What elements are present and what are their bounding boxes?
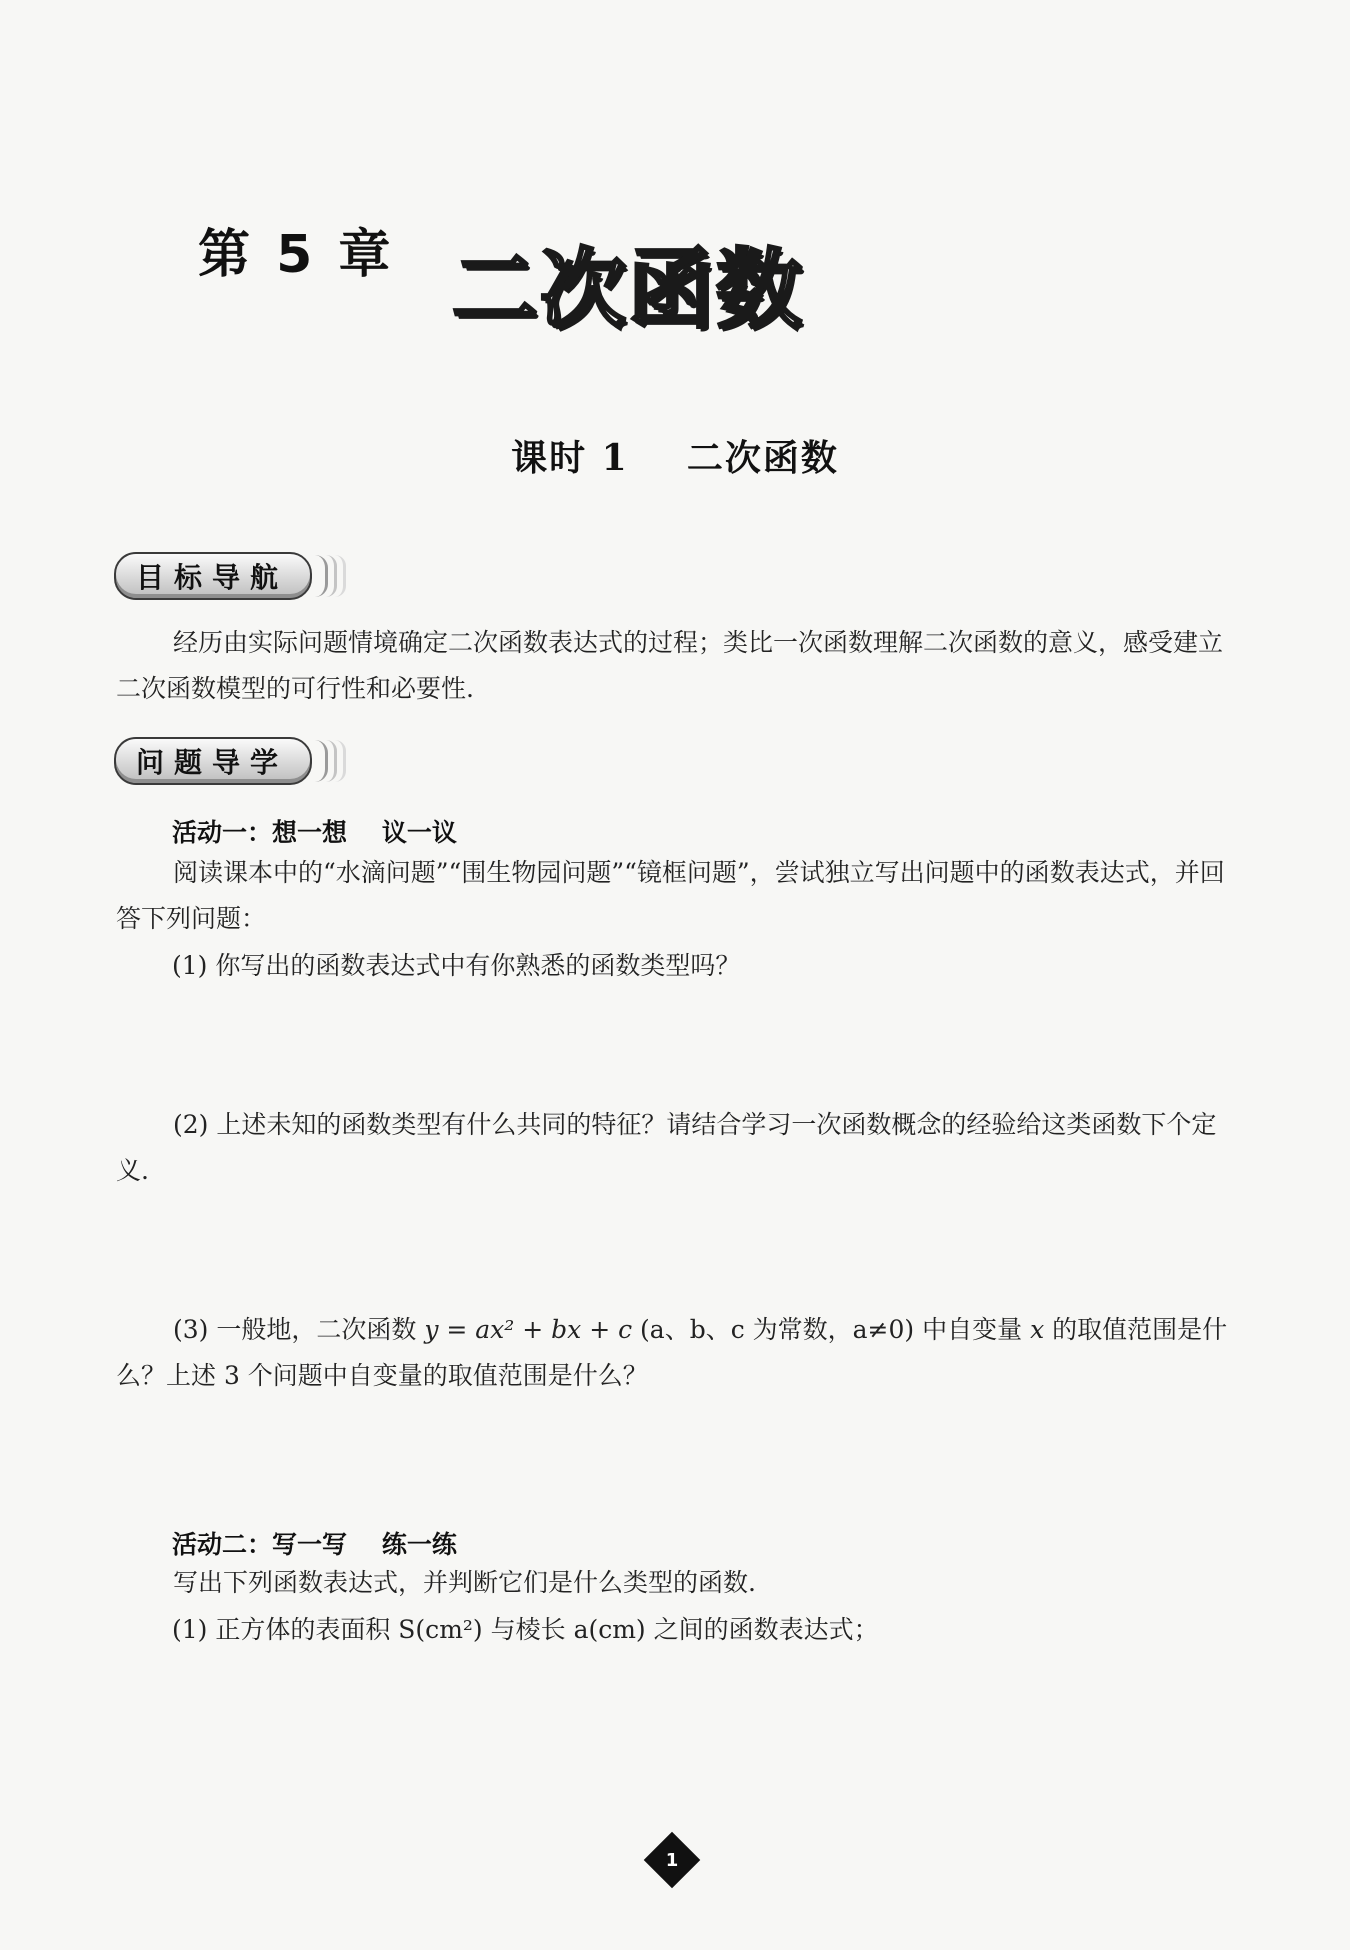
- section-tab-goal: [114, 553, 346, 599]
- section-label-guide: 问题导学: [114, 737, 312, 785]
- q3-suffix: 的取值范围是什么？上述 3 个问题中自变量的取值范围是什么？: [116, 1315, 1228, 1390]
- activity1-question-1: (1) 你写出的函数表达式中有你熟悉的函数类型吗？: [172, 951, 741, 980]
- activity2-heading: 活动二：写一写 练一练: [172, 1530, 457, 1559]
- tab-arc-decoration: [335, 740, 346, 782]
- activity2-intro: 写出下列函数表达式，并判断它们是什么类型的函数.: [173, 1568, 756, 1597]
- activity2-question-1: (1) 正方体的表面积 S(cm²) 与棱长 a(cm) 之间的函数表达式；: [172, 1615, 879, 1644]
- activity1-question-3: [116, 1307, 1238, 1399]
- goal-paragraph: 经历由实际问题情境确定二次函数表达式的过程；类比一次函数理解二次函数的意义，感受建立二次函数模型的可行性和必要性.: [116, 628, 1224, 703]
- chapter-title: 二次函数: [452, 240, 804, 340]
- section-tab-guide: [114, 738, 346, 784]
- activity1-question-2: (2) 上述未知的函数类型有什么共同的特征？请结合学习一次函数概念的经验给这类函数下个定义.: [116, 1110, 1217, 1185]
- q3-middle: (a、b、c 为常数，a≠0) 中自变量: [632, 1315, 1031, 1344]
- q3-prefix: (3) 一般地，二次函数: [173, 1315, 425, 1344]
- activity1-heading: 活动一：想一想 议一议: [172, 818, 457, 847]
- q3-formula: y = ax² + bx + c: [424, 1315, 633, 1344]
- page-number: 1: [665, 1849, 679, 1871]
- lesson-title: 课时 1 二次函数: [511, 437, 839, 479]
- q3-variable: x: [1030, 1315, 1045, 1344]
- tab-arc-decoration: [335, 555, 346, 597]
- chapter-number: 第 5 章: [198, 225, 395, 285]
- section-label-goal: 目标导航: [114, 552, 312, 600]
- activity1-intro: 阅读课本中的“水滴问题”“围生物园问题”“镜框问题”，尝试独立写出问题中的函数表达式，并回答下列问题：: [116, 858, 1225, 933]
